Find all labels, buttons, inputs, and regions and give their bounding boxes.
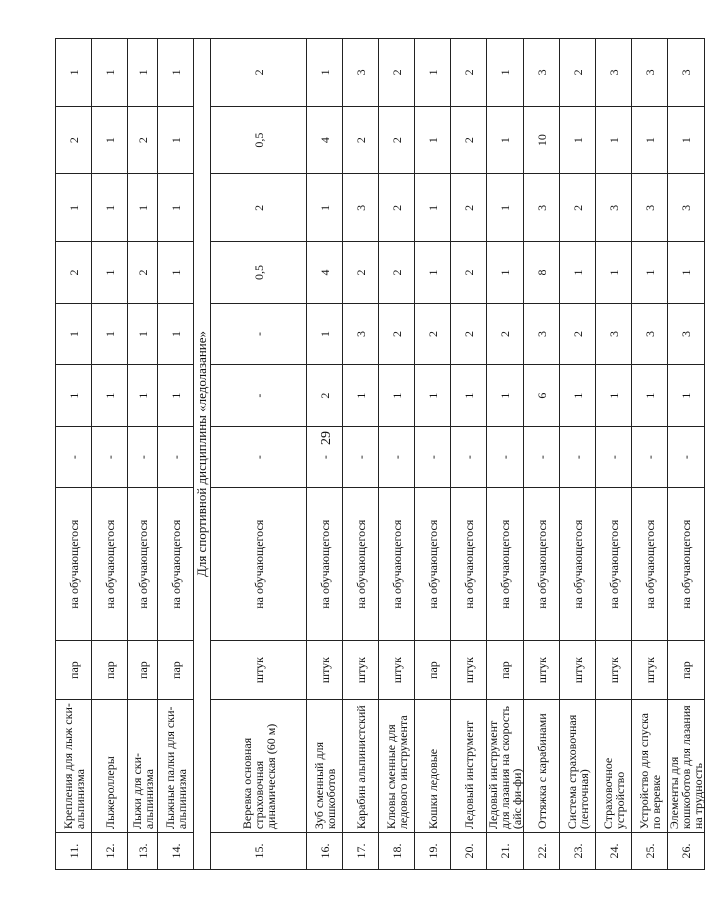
item-recipient: на обучающегося xyxy=(596,488,632,641)
quantity-cell: 2 xyxy=(451,242,487,304)
quantity-cell: 2 xyxy=(487,303,524,365)
quantity-cell: - xyxy=(415,426,451,488)
quantity-cell: 0,5 xyxy=(211,242,307,304)
quantity-cell: 1 xyxy=(415,106,451,174)
quantity-cell: - xyxy=(632,426,668,488)
row-number: 19. xyxy=(415,833,451,870)
rotated-equipment-table xyxy=(55,38,705,870)
quantity-cell: 3 xyxy=(668,303,705,365)
quantity-cell: 3 xyxy=(632,174,668,242)
table-row xyxy=(596,39,632,870)
quantity-cell: 2 xyxy=(451,303,487,365)
item-name: Лыжи для ски-альпинизма xyxy=(128,700,158,833)
quantity-cell: 2 xyxy=(415,303,451,365)
table-row xyxy=(415,39,451,870)
quantity-cell: 1 xyxy=(343,365,379,427)
quantity-cell: 1 xyxy=(307,174,343,242)
item-name: Клювы сменные для ледового инструмента xyxy=(379,700,415,833)
quantity-cell: 1 xyxy=(128,303,158,365)
quantity-cell: 1 xyxy=(379,365,415,427)
table-row xyxy=(632,39,668,870)
quantity-cell: 1 xyxy=(56,174,92,242)
quantity-cell: 1 xyxy=(307,303,343,365)
quantity-cell: 1 xyxy=(668,106,705,174)
item-name: Оттяжка с карабинами xyxy=(524,700,560,833)
quantity-cell: 1 xyxy=(596,242,632,304)
table-row xyxy=(307,39,343,870)
item-unit: пар xyxy=(487,641,524,700)
row-number: 21. xyxy=(487,833,524,870)
table-row xyxy=(56,39,92,870)
quantity-cell: 2 xyxy=(451,174,487,242)
quantity-cell: 1 xyxy=(451,365,487,427)
quantity-cell: 2 xyxy=(451,106,487,174)
quantity-cell: - xyxy=(307,426,343,488)
table-row xyxy=(92,39,128,870)
quantity-cell: 3 xyxy=(524,303,560,365)
table-row xyxy=(487,39,524,870)
quantity-cell: 1 xyxy=(92,303,128,365)
section-title: Для спортивной дисциплины «ледолазание» xyxy=(194,39,211,870)
quantity-cell: 3 xyxy=(668,174,705,242)
row-number: 18. xyxy=(379,833,415,870)
quantity-cell: 1 xyxy=(92,174,128,242)
quantity-cell: 1 xyxy=(668,242,705,304)
quantity-cell: 2 xyxy=(560,174,596,242)
quantity-cell: 1 xyxy=(415,174,451,242)
item-unit: штук xyxy=(560,641,596,700)
item-unit: пар xyxy=(56,641,92,700)
row-number: 26. xyxy=(668,833,705,870)
quantity-cell: 2 xyxy=(560,303,596,365)
quantity-cell: 4 xyxy=(307,242,343,304)
item-unit: штук xyxy=(451,641,487,700)
item-name: Зуб сменный для кошкоботов xyxy=(307,700,343,833)
item-recipient: на обучающегося xyxy=(92,488,128,641)
quantity-cell: 1 xyxy=(668,365,705,427)
quantity-cell: 2 xyxy=(379,174,415,242)
table-row xyxy=(379,39,415,870)
quantity-cell: - xyxy=(56,426,92,488)
quantity-cell: - xyxy=(451,426,487,488)
item-recipient: на обучающегося xyxy=(487,488,524,641)
quantity-cell: 1 xyxy=(415,39,451,107)
item-name: Устройство для спуска по веревке xyxy=(632,700,668,833)
quantity-cell: 1 xyxy=(56,39,92,107)
quantity-cell: - xyxy=(158,426,194,488)
quantity-cell: 1 xyxy=(632,106,668,174)
quantity-cell: 4 xyxy=(307,106,343,174)
item-unit: пар xyxy=(92,641,128,700)
row-number: 24. xyxy=(596,833,632,870)
item-name: Ледовый инструмент для лазания на скорость (айс фи-фи) xyxy=(487,700,524,833)
table-row xyxy=(668,39,705,870)
quantity-cell: - xyxy=(343,426,379,488)
item-recipient: на обучающегося xyxy=(524,488,560,641)
item-name: Карабин альпинистский xyxy=(343,700,379,833)
item-name: Веревка основная страховочная динамическая (60 м) xyxy=(211,700,307,833)
quantity-cell: 1 xyxy=(56,303,92,365)
quantity-cell: 3 xyxy=(524,39,560,107)
page-number: 29 xyxy=(319,431,334,445)
quantity-cell: 1 xyxy=(158,174,194,242)
quantity-cell: 3 xyxy=(596,174,632,242)
quantity-cell: 1 xyxy=(487,242,524,304)
item-recipient: на обучающегося xyxy=(158,488,194,641)
quantity-cell: 2 xyxy=(379,106,415,174)
quantity-cell: 1 xyxy=(158,106,194,174)
table-row xyxy=(524,39,560,870)
item-name: Лыжные палки для ски-альпинизма xyxy=(158,700,194,833)
quantity-cell: 2 xyxy=(379,39,415,107)
item-name: Элементы для кошкоботов для лазания на трудность xyxy=(668,700,705,833)
item-unit: штук xyxy=(596,641,632,700)
quantity-cell: 2 xyxy=(211,174,307,242)
item-recipient: на обучающегося xyxy=(211,488,307,641)
quantity-cell: 3 xyxy=(524,174,560,242)
quantity-cell: 1 xyxy=(92,365,128,427)
row-number: 23. xyxy=(560,833,596,870)
item-recipient: на обучающегося xyxy=(56,488,92,641)
quantity-cell: - xyxy=(211,426,307,488)
quantity-cell: 2 xyxy=(128,242,158,304)
quantity-cell: 1 xyxy=(128,174,158,242)
quantity-cell: 1 xyxy=(128,365,158,427)
item-recipient: на обучающегося xyxy=(307,488,343,641)
quantity-cell: 2 xyxy=(128,106,158,174)
item-unit: штук xyxy=(211,641,307,700)
item-unit: пар xyxy=(415,641,451,700)
table-row xyxy=(211,39,307,870)
quantity-cell: 2 xyxy=(560,39,596,107)
quantity-cell: 1 xyxy=(92,242,128,304)
item-recipient: на обучающегося xyxy=(343,488,379,641)
item-name: Крепления для лыж ски-альпинизма xyxy=(56,700,92,833)
table-body-before xyxy=(56,39,194,870)
quantity-cell: 2 xyxy=(343,242,379,304)
item-name: Ледовый инструмент xyxy=(451,700,487,833)
item-recipient: на обучающегося xyxy=(451,488,487,641)
quantity-cell: 1 xyxy=(158,303,194,365)
quantity-cell: 2 xyxy=(451,39,487,107)
item-unit: штук xyxy=(632,641,668,700)
quantity-cell: 1 xyxy=(596,106,632,174)
quantity-cell: 2 xyxy=(379,242,415,304)
quantity-cell: 1 xyxy=(158,39,194,107)
table-body-after xyxy=(211,39,705,870)
quantity-cell: - xyxy=(211,303,307,365)
quantity-cell: 1 xyxy=(128,39,158,107)
quantity-cell: - xyxy=(524,426,560,488)
equipment-table xyxy=(55,38,705,870)
quantity-cell: 1 xyxy=(307,39,343,107)
row-number: 15. xyxy=(211,833,307,870)
quantity-cell: 2 xyxy=(211,39,307,107)
item-unit: штук xyxy=(379,641,415,700)
quantity-cell: 1 xyxy=(92,39,128,107)
quantity-cell: 3 xyxy=(668,39,705,107)
quantity-cell: 3 xyxy=(632,39,668,107)
quantity-cell: 1 xyxy=(56,365,92,427)
item-name: Лыжероллеры xyxy=(92,700,128,833)
quantity-cell: - xyxy=(379,426,415,488)
quantity-cell: - xyxy=(211,365,307,427)
quantity-cell: 1 xyxy=(596,365,632,427)
quantity-cell: 3 xyxy=(343,39,379,107)
item-recipient: на обучающегося xyxy=(632,488,668,641)
quantity-cell: 1 xyxy=(560,365,596,427)
item-unit: пар xyxy=(668,641,705,700)
row-number: 20. xyxy=(451,833,487,870)
quantity-cell: 1 xyxy=(487,106,524,174)
quantity-cell: 0,5 xyxy=(211,106,307,174)
quantity-cell: 1 xyxy=(92,106,128,174)
item-unit: пар xyxy=(158,641,194,700)
quantity-cell: 1 xyxy=(487,365,524,427)
quantity-cell: 2 xyxy=(56,106,92,174)
quantity-cell: 1 xyxy=(487,39,524,107)
row-number: 16. xyxy=(307,833,343,870)
quantity-cell: 2 xyxy=(307,365,343,427)
quantity-cell: 2 xyxy=(343,106,379,174)
quantity-cell: 1 xyxy=(415,365,451,427)
item-unit: пар xyxy=(128,641,158,700)
item-unit: штук xyxy=(524,641,560,700)
quantity-cell: - xyxy=(560,426,596,488)
quantity-cell: 1 xyxy=(487,174,524,242)
row-number: 17. xyxy=(343,833,379,870)
quantity-cell: 3 xyxy=(632,303,668,365)
quantity-cell: - xyxy=(596,426,632,488)
item-unit: штук xyxy=(343,641,379,700)
item-recipient: на обучающегося xyxy=(560,488,596,641)
item-recipient: на обучающегося xyxy=(415,488,451,641)
quantity-cell: 1 xyxy=(158,242,194,304)
item-recipient: на обучающегося xyxy=(668,488,705,641)
quantity-cell: - xyxy=(668,426,705,488)
item-unit: штук xyxy=(307,641,343,700)
row-number: 14. xyxy=(158,833,194,870)
quantity-cell: 1 xyxy=(632,242,668,304)
row-number: 12. xyxy=(92,833,128,870)
quantity-cell: 2 xyxy=(379,303,415,365)
quantity-cell: - xyxy=(487,426,524,488)
table-row xyxy=(128,39,158,870)
row-number: 22. xyxy=(524,833,560,870)
quantity-cell: 1 xyxy=(560,106,596,174)
quantity-cell: 1 xyxy=(158,365,194,427)
quantity-cell: 1 xyxy=(632,365,668,427)
quantity-cell: 1 xyxy=(415,242,451,304)
quantity-cell: 3 xyxy=(596,39,632,107)
quantity-cell: 10 xyxy=(524,106,560,174)
table-row xyxy=(451,39,487,870)
item-name: Страховочное устройство xyxy=(596,700,632,833)
item-recipient: на обучающегося xyxy=(379,488,415,641)
item-name: Кошки ледовые xyxy=(415,700,451,833)
row-number: 13. xyxy=(128,833,158,870)
table-row xyxy=(158,39,194,870)
quantity-cell: 3 xyxy=(343,303,379,365)
row-number: 11. xyxy=(56,833,92,870)
item-recipient: на обучающегося xyxy=(128,488,158,641)
table-row xyxy=(343,39,379,870)
quantity-cell: 3 xyxy=(343,174,379,242)
quantity-cell: 3 xyxy=(596,303,632,365)
quantity-cell: 2 xyxy=(56,242,92,304)
quantity-cell: - xyxy=(128,426,158,488)
quantity-cell: - xyxy=(92,426,128,488)
quantity-cell: 1 xyxy=(560,242,596,304)
row-number: 25. xyxy=(632,833,668,870)
item-name: Система страховочная (ленточная) xyxy=(560,700,596,833)
quantity-cell: 8 xyxy=(524,242,560,304)
table-row xyxy=(560,39,596,870)
section-body xyxy=(194,39,211,870)
quantity-cell: 6 xyxy=(524,365,560,427)
